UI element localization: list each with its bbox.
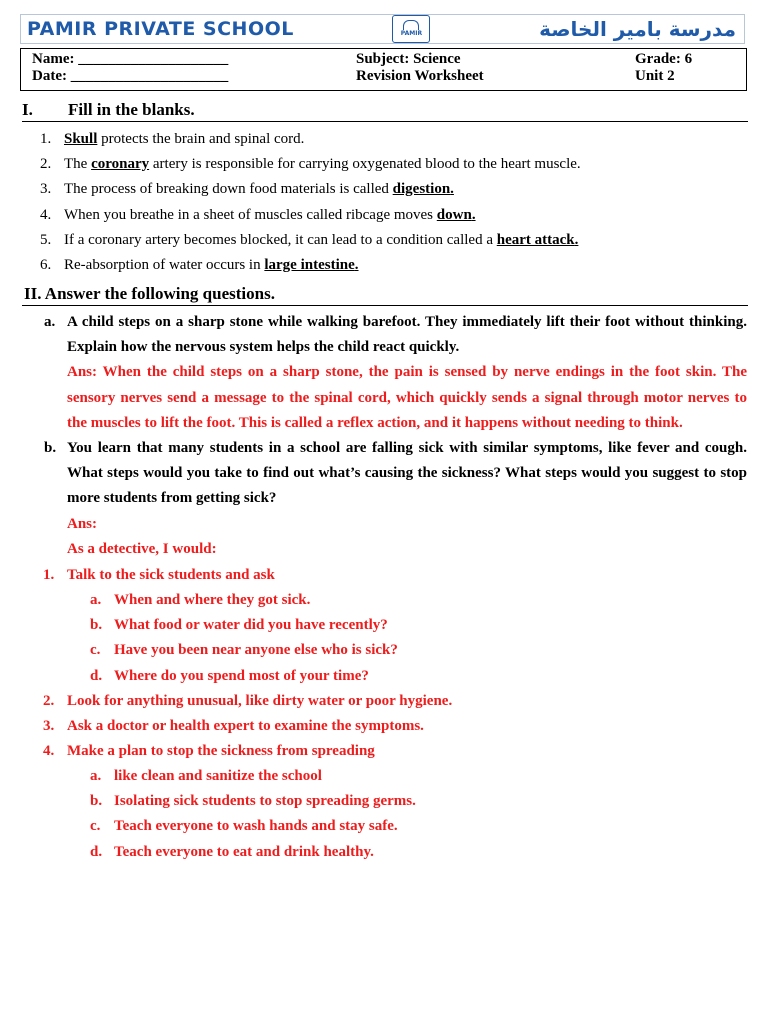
blank-item bbox=[40, 180, 454, 198]
item-text-before: When you breathe in a sheet of muscles called ribcage moves bbox=[64, 207, 437, 223]
item-text-after: . bbox=[354, 257, 359, 273]
item-number: 3. bbox=[40, 181, 52, 197]
school-logo bbox=[392, 15, 430, 43]
step-text: Make a plan to stop the sickness from spreading bbox=[67, 743, 375, 759]
logo-text: PAMIR bbox=[400, 30, 423, 37]
substep-text: Teach everyone to wash hands and stay safe. bbox=[114, 818, 398, 834]
section-1-heading bbox=[22, 100, 748, 122]
blank-item bbox=[40, 130, 304, 148]
item-number: 5. bbox=[40, 232, 52, 248]
school-name-arabic: مدرسة بامير الخاصة bbox=[539, 17, 736, 41]
answer-label: Ans: bbox=[67, 515, 98, 532]
blank-item bbox=[40, 231, 578, 249]
substep-letter: a. bbox=[90, 592, 102, 608]
substep-text: Isolating sick students to stop spreading germs. bbox=[114, 793, 416, 809]
date-field: Date: _____________________ bbox=[32, 68, 229, 84]
item-text-after: protects the brain and spinal cord. bbox=[97, 131, 305, 147]
substep-text: like clean and sanitize the school bbox=[114, 768, 322, 784]
name-field: Name: ____________________ bbox=[32, 51, 229, 67]
step-number: 1. bbox=[43, 567, 55, 583]
item-text-after: artery is responsible for carrying oxygenated blood to the heart muscle. bbox=[149, 156, 581, 172]
step-text: Talk to the sick students and ask bbox=[67, 567, 275, 583]
question-a bbox=[40, 310, 747, 436]
school-header-banner bbox=[20, 14, 745, 44]
item-text-after: . bbox=[574, 232, 579, 248]
school-name-english: PAMIR PRIVATE SCHOOL bbox=[27, 18, 294, 40]
student-info-box bbox=[20, 48, 747, 91]
question-text: You learn that many students in a school are falling sick with similar symptoms, like fever and cough. What steps would you take to find out what’s causing the sickness? What steps would you suggest to stop more students from getting sick? bbox=[67, 440, 747, 507]
question-label: a. bbox=[44, 314, 56, 330]
substep-letter: b. bbox=[90, 793, 103, 809]
blank-answer: Skull bbox=[64, 131, 98, 147]
step-number: 3. bbox=[43, 718, 55, 734]
item-text-before: Re-absorption of water occurs in bbox=[64, 257, 265, 273]
answer-text: Ans: When the child steps on a sharp stone, the pain is sensed by nerve endings in the foot skin. The sensory nerves send a message to the spinal cord, which quickly sends a signal through motor nerves to the muscles to lift the foot. This is called a reflex action, and it happens without needing to think. bbox=[67, 364, 747, 431]
item-number: 4. bbox=[40, 207, 52, 223]
substep-letter: b. bbox=[90, 617, 103, 633]
item-number: 1. bbox=[40, 131, 52, 147]
blank-answer: heart attack bbox=[496, 232, 575, 248]
blank-item bbox=[40, 256, 359, 274]
blank-answer: digestion bbox=[392, 181, 451, 197]
question-text: A child steps on a sharp stone while walking barefoot. They immediately lift their foot without thinking. Explain how the nervous system helps the child react quickly. bbox=[67, 314, 747, 356]
blank-item bbox=[40, 206, 476, 224]
item-text-before: If a coronary artery becomes blocked, it can lead to a condition called a bbox=[64, 232, 497, 248]
answer-intro: As a detective, I would: bbox=[67, 540, 217, 557]
substep-text: Have you been near anyone else who is sick? bbox=[114, 642, 398, 658]
unit-label: Unit 2 bbox=[635, 68, 675, 84]
section-1-number: I. bbox=[22, 100, 33, 119]
blank-answer: large intestine bbox=[264, 257, 355, 273]
crown-icon bbox=[403, 20, 419, 30]
blank-answer: down bbox=[436, 207, 472, 223]
item-number: 6. bbox=[40, 257, 52, 273]
step-number: 4. bbox=[43, 743, 55, 759]
question-label: b. bbox=[44, 440, 57, 456]
step-text: Ask a doctor or health expert to examine the symptoms. bbox=[67, 718, 424, 734]
substep-letter: a. bbox=[90, 768, 102, 784]
substep-letter: c. bbox=[90, 818, 101, 834]
section-1-title: Fill in the blanks. bbox=[68, 100, 195, 119]
substep-text: Where do you spend most of your time? bbox=[114, 668, 369, 684]
item-text-after: . bbox=[471, 207, 476, 223]
subject-label: Subject: Science bbox=[356, 51, 461, 67]
substep-letter: d. bbox=[90, 668, 103, 684]
item-number: 2. bbox=[40, 156, 52, 172]
substep-text: Teach everyone to eat and drink healthy. bbox=[114, 844, 374, 860]
substep-letter: c. bbox=[90, 642, 101, 658]
step-number: 2. bbox=[43, 693, 55, 709]
item-text-before: The bbox=[64, 156, 92, 172]
grade-label: Grade: 6 bbox=[635, 51, 693, 67]
substep-text: When and where they got sick. bbox=[114, 592, 311, 608]
step-text: Look for anything unusual, like dirty water or poor hygiene. bbox=[67, 693, 453, 709]
section-2-heading: II. Answer the following questions. bbox=[22, 284, 748, 306]
substep-letter: d. bbox=[90, 844, 103, 860]
substep-text: What food or water did you have recently? bbox=[114, 617, 388, 633]
item-text-before: The process of breaking down food materials is called bbox=[64, 181, 393, 197]
blank-item bbox=[40, 155, 581, 173]
question-b bbox=[40, 436, 747, 562]
blank-answer: coronary bbox=[91, 156, 150, 172]
item-text-after: . bbox=[450, 181, 454, 197]
worksheet-label: Revision Worksheet bbox=[356, 68, 484, 84]
